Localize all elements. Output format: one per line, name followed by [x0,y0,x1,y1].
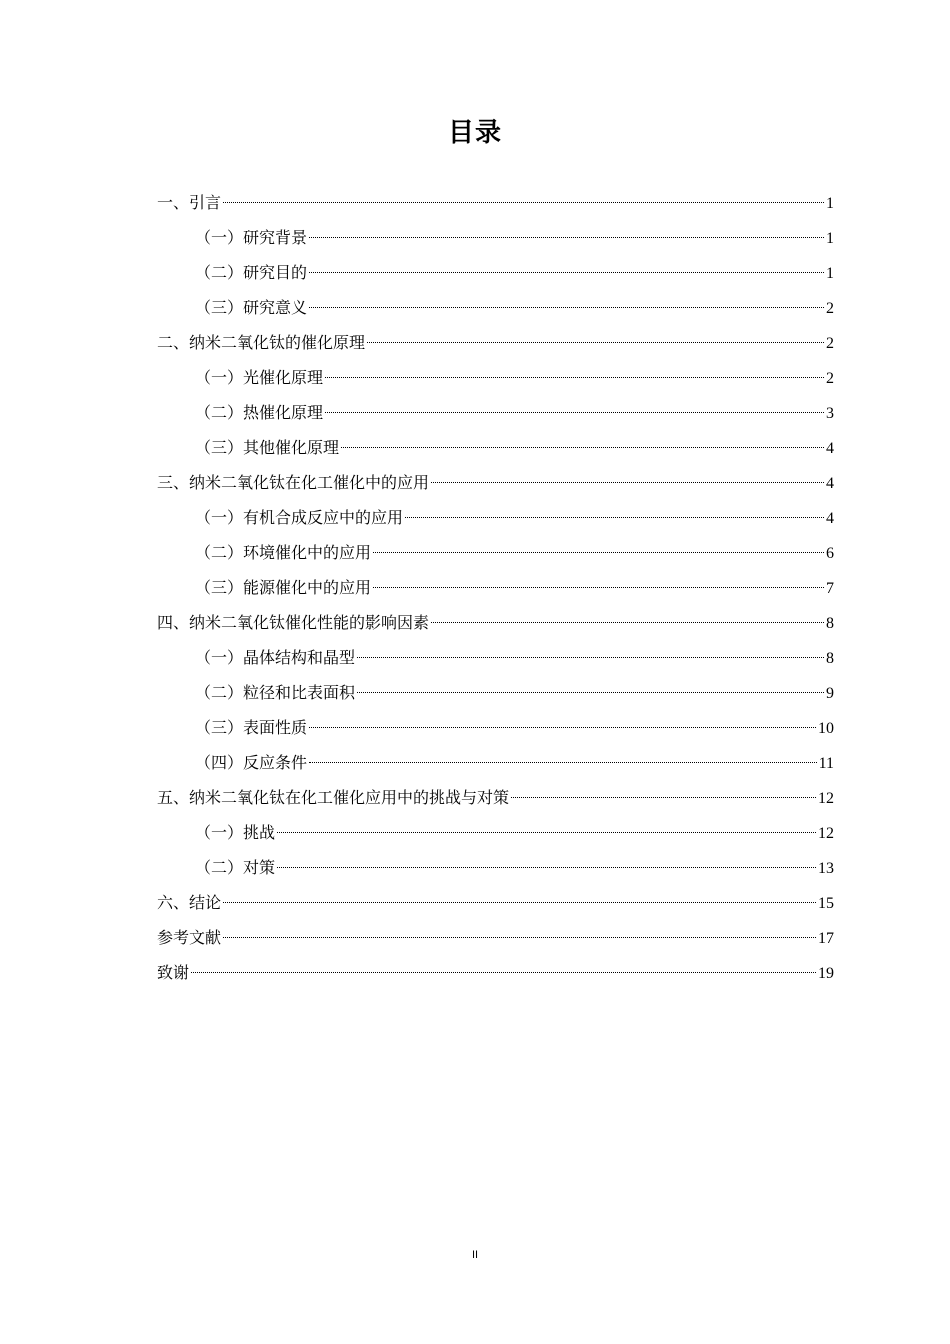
toc-entry[interactable] [157,573,834,608]
toc-entry[interactable] [157,643,834,678]
toc-entry-page: 2 [826,335,834,352]
toc-leader-dots [309,237,824,238]
toc-entry-page: 10 [818,720,834,737]
toc-entry[interactable] [157,608,834,643]
toc-entry[interactable] [157,293,834,328]
toc-entry[interactable] [157,713,834,748]
toc-leader-dots [373,587,824,588]
toc-leader-dots [511,797,816,798]
toc-leader-dots [405,517,824,518]
toc-entry-page: 4 [826,510,834,527]
toc-entry-page: 4 [826,440,834,457]
toc-leader-dots [309,727,816,728]
toc-entry-page: 17 [818,930,834,947]
toc-entry[interactable] [157,328,834,363]
toc-entry[interactable] [157,538,834,573]
toc-entry-page: 7 [826,580,834,597]
toc-entry-page: 2 [826,300,834,317]
toc-entry-label: （二）粒径和比表面积 [195,683,356,702]
toc-entry[interactable] [157,818,834,853]
toc-leader-dots [223,937,816,938]
toc-entry-page: 9 [826,685,834,702]
toc-entry-label: （三）能源催化中的应用 [195,578,372,597]
toc-entry-page: 13 [818,860,834,877]
toc-leader-dots [367,342,824,343]
toc-entry-label: 六、结论 [157,893,222,912]
toc-entry-page: 12 [818,790,834,807]
toc-entry-page: 11 [818,755,834,772]
toc-entry[interactable] [157,958,834,993]
toc-leader-dots [357,657,824,658]
toc-leader-dots [309,307,824,308]
toc-entry-page: 15 [818,895,834,912]
toc-entry-label: （二）研究目的 [195,263,308,282]
toc-leader-dots [357,692,824,693]
toc-entry-label: （二）热催化原理 [195,403,324,422]
toc-entry-page: 1 [826,265,834,282]
toc-entry-page: 1 [826,230,834,247]
toc-entry-page: 12 [818,825,834,842]
toc-entry[interactable] [157,923,834,958]
toc-leader-dots [341,447,824,448]
toc-entry[interactable] [157,258,834,293]
toc-entry-label: （三）研究意义 [195,298,308,317]
toc-entry-page: 3 [826,405,834,422]
toc-leader-dots [309,272,824,273]
toc-leader-dots [191,972,816,973]
toc-entry[interactable] [157,853,834,888]
toc-entry[interactable] [157,223,834,258]
toc-entry-label: 一、引言 [157,193,222,212]
toc-entry[interactable] [157,783,834,818]
toc-leader-dots [277,832,816,833]
toc-entry[interactable] [157,503,834,538]
toc-entry-page: 8 [826,615,834,632]
toc-entry-page: 2 [826,370,834,387]
toc-entry-label: （二）环境催化中的应用 [195,543,372,562]
toc-leader-dots [431,482,824,483]
toc-leader-dots [277,867,816,868]
toc-entry-page: 4 [826,475,834,492]
toc-entry-label: （一）挑战 [195,823,276,842]
toc-entry-label: 五、纳米二氧化钛在化工催化应用中的挑战与对策 [157,788,510,807]
toc-entry-label: 致谢 [157,963,190,982]
toc-entry-page: 6 [826,545,834,562]
toc-leader-dots [431,622,824,623]
toc-entry-page: 8 [826,650,834,667]
toc-entry-label: （二）对策 [195,858,276,877]
toc-entry-label: （三）其他催化原理 [195,438,340,457]
toc-entry[interactable] [157,188,834,223]
toc-entry[interactable] [157,888,834,923]
toc-entry[interactable] [157,468,834,503]
toc-entry[interactable] [157,748,834,783]
toc-entry-page: 1 [826,195,834,212]
page-title: 目录 [447,118,502,148]
toc-leader-dots [223,902,816,903]
toc-entry-label: 三、纳米二氧化钛在化工催化中的应用 [157,473,430,492]
toc-leader-dots [309,762,817,763]
toc-leader-dots [373,552,824,553]
toc-entry[interactable] [157,433,834,468]
toc-entry-label: （三）表面性质 [195,718,308,737]
toc-entry[interactable] [157,678,834,713]
toc-entry-label: （一）有机合成反应中的应用 [195,508,404,527]
toc-leader-dots [325,412,824,413]
toc-entry-label: （四）反应条件 [195,753,308,772]
table-of-contents [157,188,834,993]
toc-leader-dots [223,202,824,203]
toc-entry[interactable] [157,398,834,433]
toc-entry-label: （一）光催化原理 [195,368,324,387]
toc-entry[interactable] [157,363,834,398]
page-number: II [471,1249,479,1261]
toc-entry-label: （一）晶体结构和晶型 [195,648,356,667]
toc-leader-dots [325,377,824,378]
toc-entry-label: 二、纳米二氧化钛的催化原理 [157,333,366,352]
toc-entry-label: （一）研究背景 [195,228,308,247]
toc-entry-page: 19 [818,965,834,982]
toc-entry-label: 参考文献 [157,928,222,947]
toc-entry-label: 四、纳米二氧化钛催化性能的影响因素 [157,613,430,632]
